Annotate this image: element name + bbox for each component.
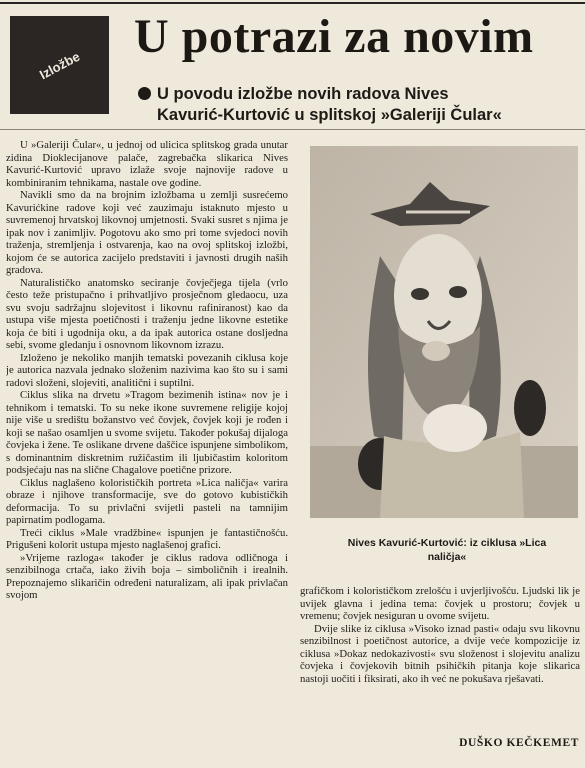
paragraph: Ciklus slika na drvetu »Tragom bezimenih istina« nov je i tehnikom i tematski. To su neke ikone suvremene religije kojoj nije više u središtu božanstvo već čovjek, čovjek koji je rođen i koji se našao osamljen u svome svijetu. Također pokušaj dijaloga čovjeka i žene. Te oslikane drvene daščice ispunjene simbolikom, s dominantnim diskretnim ružičastim ili ljubičastim koloritom podsjećaju nas na slične Chagalove poetične prizore. (6, 389, 288, 476)
photo-caption (316, 536, 578, 564)
paragraph: Naturalističko anatomsko seciranje čovječjega tijela (vrlo često teže pristupačno i prihvatljivo prosječnom gledaocu, uza svu svoju sadržajnu slojevitost i likovnu rafiniranost) kao da ustupa više mjesta poetičnosti i traženju jedne likovne estetike koja će biti i ugodnija oku, a da ipak autorica ostane dosljedna sebi, svome gledanju i osnovnom likovnom izrazu. (6, 276, 288, 351)
paragraph: Ciklus naglašeno kolorističkih portreta »Lica naličja« varira obraze i njihove transformacije, sve do gotovo kubističkih deformacija. To su privlačni svijetli pasteli na tamnijim papirnatim podlogama. (6, 476, 288, 526)
paragraph: U »Galeriji Čular«, u jednoj od ulicica splitskog grada unutar zidina Dioklecijanove palače, zagrebačka slikarica Nives Kavurić-Kurtović upravo izlaže svoje najnovije radove u kombiniranim tehnikama, nastale ove godine. (6, 139, 288, 189)
portrait-artwork-image (310, 146, 578, 518)
left-column (6, 139, 288, 759)
column-top-rule (0, 129, 585, 130)
paragraph: »Vrijeme razloga« također je ciklus radova odličnoga i senzibilnoga crtača, iako živih boja – simboličnih i irealnih. Prepoznajemo slikaričin određeni naturalizam, ali ipak privlačan svojom (6, 551, 288, 601)
paragraph: grafičkom i kolorističkom zrelošću i uvjerljivošću. Ljudski lik je uvijek glavna i jedina tema: čovjek u prostoru; čovjek u vremenu; čovjek nesiguran u ovome svijetu. (300, 585, 580, 622)
artwork-photo (310, 146, 578, 518)
right-column (300, 585, 580, 735)
section-label: Izložbe (36, 48, 83, 82)
photo-caption-line2: naličja« (427, 551, 467, 563)
paragraph: Navikli smo da na brojnim izložbama u zemlji susrećemo Kavurićkine radove koji već zauzimaju istaknuto mjesto u suvremenoj hrvatskoj likovnoj umjetnosti. Svaki susret s njima je ipak nov i zanimljiv. Pogotovu ako smo pri tome svjedoci novih traženja, stremljenja i ostvarenja, kao na ovoj splitskoj izložbi, kojom će se autorica zacijelo predstaviti i javnosti drugih naših gradova. (6, 189, 288, 276)
paragraph: Izloženo je nekoliko manjih tematski povezanih ciklusa koje je autorica nazvala jednako složenim nazivima kao što su i sami radovi složeni, slojeviti, analitični i suptilni. (6, 351, 288, 389)
subheadline-line2: Kavurić-Kurtović u splitskoj »Galeriji Čular« (157, 106, 502, 124)
paragraph: Treći ciklus »Male vradžbine« ispunjen je fantastičnošću. Prigušeni kolorit ustupa mjesto naglašenoj grafici. (6, 526, 288, 551)
author-byline: DUŠKO KEČKEMET (459, 737, 579, 749)
paragraph: Dvije slike iz ciklusa »Visoko iznad pasti« odaju svu likovnu senzibilnost i poetičnost autorice, a dvije veće kompozicije iz ciklusa »Dokaz nedokazivosti« svu složenost i slojevitu analizu čovjeka i čovjekovih bitnih psihičkih pitanja koje slikarica nastoji uočiti i fiksirati, ako ih već ne pokušava rješavati. (300, 622, 580, 685)
section-badge (10, 16, 109, 114)
headline: U potrazi za novim (134, 10, 534, 63)
subheadline-line1: U povodu izložbe novih radova Nives (157, 85, 449, 103)
subheadline (134, 84, 579, 126)
bullet-icon (138, 87, 151, 100)
photo-caption-line1: Nives Kavurić-Kurtović: iz ciklusa »Lica (347, 537, 547, 549)
